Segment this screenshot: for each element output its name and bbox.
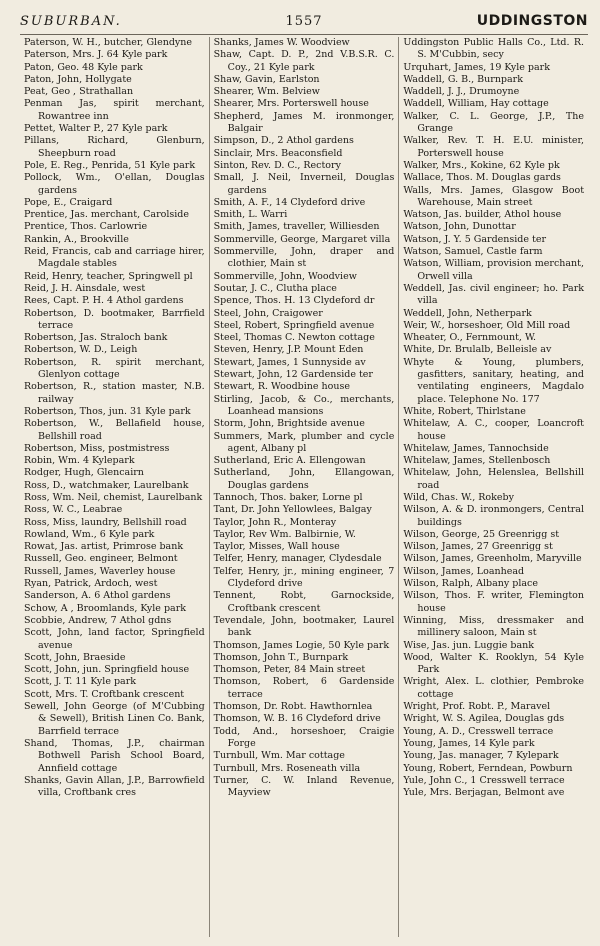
- directory-entry: Storm, John, Brightside avenue: [213, 418, 365, 430]
- directory-entry: Robin, Wm. 4 Kylepark: [24, 455, 135, 467]
- directory-entry: Smith, James, traveller, Williesden: [213, 221, 380, 233]
- directory-entry: Wise, Jas. jun. Luggie bank: [403, 639, 535, 651]
- directory-entry: Walker, Rev. T. H. E.U. minister, Porterswell house: [403, 135, 585, 159]
- directory-entry: White, Robert, Thirlstane: [403, 405, 526, 417]
- directory-entry: Thomson, Robert, 6 Gardenside terrace: [213, 676, 395, 700]
- directory-entry: Shand, Thomas, J.P., chairman Bothwell Parish School Board, Annfield cottage: [24, 737, 205, 774]
- directory-entry: Reid, Henry, teacher, Springwell pl: [24, 270, 193, 282]
- directory-entry: Wilson, James, 27 Greenrigg st: [403, 541, 553, 553]
- directory-entry: Sommerville, John, Woodview: [213, 270, 357, 282]
- directory-entry: Sutherland, John, Ellangowan, Douglas gardens: [213, 467, 395, 491]
- directory-entry: Turnbull, Wm. Mar cottage: [213, 750, 345, 762]
- directory-entry: Walls, Mrs. James, Glasgow Boot Warehouse, Main street: [403, 184, 585, 208]
- directory-entry: Steel, Thomas C. Newton cottage: [213, 332, 375, 344]
- directory-entry: Smith, A. F., 14 Clydeford drive: [213, 196, 366, 208]
- directory-entry: Rankin, A., Brookville: [24, 233, 129, 245]
- directory-entry: Waddell, G. B., Burnpark: [403, 73, 523, 85]
- directory-entry: Wilson, Thos. F. writer, Flemington house: [403, 590, 585, 614]
- column-2: [209, 37, 399, 937]
- directory-entry: Paterson, W. H., butcher, Glendyne: [24, 37, 193, 48]
- directory-entry: Scott, John, Braeside: [24, 651, 126, 663]
- directory-entry: Rees, Capt. P. H. 4 Athol gardens: [24, 295, 184, 307]
- directory-entry: Shaw, Gavin, Earlston: [213, 73, 320, 85]
- directory-entry: Penman Jas, spirit merchant, Rowantree inn: [24, 98, 205, 122]
- directory-entry: Steven, Henry, J.P. Mount Eden: [213, 344, 364, 356]
- directory-entry: Walker, C. L. George, J.P., The Grange: [403, 110, 585, 135]
- locality-title: UDDINGSTON: [476, 13, 588, 29]
- directory-entry: Watson, William, provision merchant, Orwell villa: [403, 258, 585, 282]
- directory-entry: Robertson, R., station master, N.B. railway: [24, 381, 205, 405]
- directory-entry: Shanks, Gavin Allan, J.P., Barrowfield villa, Croftbank cres: [24, 774, 205, 799]
- directory-entry: Telfer, Henry, jr., mining engineer, 7 Clydeford drive: [213, 565, 395, 590]
- directory-entry: Shaw, Capt. D. P., 2nd V.B.S.R. C. Coy., 21 Kyle park: [213, 49, 395, 73]
- directory-entry: Waddell, William, Hay cottage: [403, 98, 549, 110]
- directory-entry: Weddell, John, Netherpark: [403, 307, 532, 319]
- directory-entry: Scott, J. T. 11 Kyle park: [24, 676, 137, 688]
- directory-entry: Wilson, George, 25 Greenrigg st: [403, 528, 560, 540]
- directory-entry: Whyte & Young, plumbers, gasfitters, sanitary, heating, and ventilating engineers, Magdalo place. Telephone No. 177: [403, 356, 585, 405]
- directory-entry: Smith, L. Warri: [213, 209, 288, 221]
- directory-entry: Scobbie, Andrew, 7 Athol gdns: [24, 614, 172, 626]
- directory-entry: Watson, Jas. builder, Athol house: [403, 209, 562, 221]
- directory-entry: Robertson, D. bootmaker, Barrfield terrace: [24, 307, 205, 331]
- directory-entry: Waddell, J. J., Drumoyne: [403, 86, 520, 98]
- directory-entry: Pettet, Walter P., 27 Kyle park: [24, 123, 168, 135]
- directory-entry: Prentice, Jas. merchant, Carolside: [24, 209, 189, 221]
- directory-entry: Pope, E., Craigard: [24, 196, 113, 208]
- directory-entry: Rodger, Hugh, Glencairn: [24, 467, 144, 479]
- directory-entry: Whitelaw, A. C., cooper, Loancroft house: [403, 418, 585, 442]
- directory-entry: Spence, Thos. H. 13 Clydeford dr: [213, 295, 375, 307]
- directory-entry: Weir, W., horseshoer, Old Mill road: [403, 319, 571, 331]
- directory-entry: Thomson, John T., Burnpark: [213, 651, 349, 663]
- directory-entry: Russell, James, Waverley house: [24, 565, 176, 577]
- directory-entry: Wilson, James, Greenholm, Maryville: [403, 553, 582, 565]
- directory-entry: Robertson, R. spirit merchant, Glenlyon cottage: [24, 356, 205, 381]
- directory-entry: Stewart, John, 12 Gardenside ter: [213, 369, 373, 381]
- directory-entry: Sewell, John George (of M'Cubbing & Sewell), British Linen Co. Bank, Barrfield terrace: [24, 701, 205, 737]
- directory-entry: Taylor, John R., Monteray: [213, 516, 337, 528]
- directory-entry: Pillans, Richard, Glenburn, Sheepburn road: [24, 135, 205, 159]
- directory-entry: Watson, Samuel, Castle farm: [403, 246, 543, 258]
- directory-entry: Wright, Alex. L. clothier, Pembroke cottage: [403, 676, 585, 700]
- directory-entry: Scott, John, jun. Springfield house: [24, 664, 190, 676]
- directory-entry: Tant, Dr. John Yellowlees, Balgay: [213, 504, 372, 516]
- directory-entry: Sanderson, A. 6 Athol gardens: [24, 590, 171, 602]
- directory-entry: Sommerville, George, Margaret villa: [213, 233, 391, 245]
- directory-entry: Shearer, Mrs. Porterswell house: [213, 98, 369, 110]
- directory-entry: Robertson, W., Bellafield house, Bellshill road: [24, 418, 205, 442]
- directory-entry: Thomson, Peter, 84 Main street: [213, 664, 366, 676]
- directory-entry: Reid, J. H. Ainsdale, west: [24, 282, 146, 294]
- directory-entry: Wilson, A. & D. ironmongers, Central buildings: [403, 504, 585, 528]
- directory-entry: Sinton, Rev. D. C., Rectory: [213, 159, 341, 171]
- directory-entry: Robertson, Thos, jun. 31 Kyle park: [24, 405, 191, 417]
- directory-entry: Wright, W. S. Agilea, Douglas gds: [403, 713, 565, 725]
- directory-entry: Urquhart, James, 19 Kyle park: [403, 61, 550, 73]
- directory-entry: Paterson, Mrs. J. 64 Kyle park: [24, 49, 168, 61]
- directory-entry: Stirling, Jacob, & Co., merchants, Loanhead mansions: [213, 393, 395, 417]
- directory-entry: Wright, Prof. Robt. P., Maravel: [403, 701, 551, 713]
- directory-entry: White, Dr. Brulalb, Belleisle av: [403, 344, 552, 356]
- directory-entry: Ross, W. C., Leabrae: [24, 504, 123, 516]
- directory-entry: Rowat, Jas. artist, Primrose bank: [24, 541, 184, 553]
- directory-entry: Wood, Walter K. Rooklyn, 54 Kyle Park: [403, 651, 585, 676]
- page-header: [20, 10, 588, 35]
- directory-entry: Sutherland, Eric A. Ellengowan: [213, 455, 366, 467]
- directory-entry: Stewart, James, 1 Sunnyside av: [213, 356, 366, 368]
- directory-entry: Scott, John, land factor, Springfield avenue: [24, 627, 205, 651]
- directory-entry: Wheater, O., Fernmount, W.: [403, 332, 537, 344]
- directory-entry: Yule, John C., 1 Cresswell terrace: [403, 774, 565, 786]
- directory-entry: Young, Robert, Ferndean, Powburn: [403, 762, 573, 774]
- directory-entry: Soutar, J. C., Clutha place: [213, 282, 337, 294]
- directory-entry: Paton, John, Hollygate: [24, 73, 132, 85]
- directory-entry: Yule, Mrs. Berjagan, Belmont ave: [403, 787, 565, 799]
- directory-entry: Whitelaw, John, Helenslea, Bellshill road: [403, 467, 585, 491]
- directory-entry: Tevendale, John, bootmaker, Laurel bank: [213, 614, 395, 639]
- directory-entry: Thomson, Dr. Robt. Hawthornlea: [213, 701, 373, 713]
- directory-entry: Watson, John, Dunottar: [403, 221, 516, 233]
- directory-entry: Wilson, Ralph, Albany place: [403, 578, 538, 590]
- directory-entry: Young, James, 14 Kyle park: [403, 737, 535, 749]
- directory-entry: Whitelaw, James, Tannochside: [403, 442, 549, 454]
- directory-entry: Peat, Geo , Strathallan: [24, 86, 134, 98]
- directory-entry: Simpson, D., 2 Athol gardens: [213, 135, 354, 147]
- directory-entry: Wallace, Thos. M. Douglas gards: [403, 172, 561, 184]
- directory-entry: Robertson, Miss, postmistress: [24, 442, 170, 454]
- directory-entry: Tennent, Robt, Garnockside, Croftbank crescent: [213, 590, 395, 614]
- directory-entry: Steel, John, Craigower: [213, 307, 323, 319]
- directory-entry: Young, Jas. manager, 7 Kylepark: [403, 750, 559, 762]
- directory-entry: Robertson, Jas. Straloch bank: [24, 332, 168, 344]
- directory-entry: Russell, Geo. engineer, Belmont: [24, 553, 178, 565]
- directory-entry: Shepherd, James M. ironmonger, Balgair: [213, 110, 395, 135]
- directory-entry: Ross, D., watchmaker, Laurelbank: [24, 479, 189, 491]
- directory-entry: Summers, Mark, plumber and cycle agent, Albany pl: [213, 430, 395, 454]
- directory-entry: Watson, J. Y. 5 Gardenside ter: [403, 233, 547, 245]
- directory-entry: Whitelaw, James, Stellenbosch: [403, 455, 551, 467]
- directory-entry: Pole, E. Reg., Penrida, 51 Kyle park: [24, 159, 196, 171]
- directory-entry: Thomson, James Logie, 50 Kyle park: [213, 639, 390, 651]
- directory-entry: Steel, Robert, Springfield avenue: [213, 319, 375, 331]
- directory-entry: Pollock, Wm., O'ellan, Douglas gardens: [24, 172, 205, 196]
- directory-entry: Sommerville, John, draper and clothier, Main st: [213, 246, 395, 270]
- directory-entry: Turner, C. W. Inland Revenue, Mayview: [213, 774, 395, 799]
- directory-entry: Wilson, James, Loanhead: [403, 565, 525, 577]
- directory-entry: Small, J. Neil, Inverneil, Douglas gardens: [213, 172, 395, 196]
- directory-entry: Ryan, Patrick, Ardoch, west: [24, 578, 158, 590]
- directory-entry: Young, A. D., Cresswell terrace: [403, 725, 554, 737]
- directory-entry: Scott, Mrs. T. Croftbank crescent: [24, 688, 185, 700]
- directory-entry: Winning, Miss, dressmaker and millinery saloon, Main st: [403, 614, 585, 639]
- directory-entry: Prentice, Thos. Carlowrie: [24, 221, 148, 233]
- page-number: 1557: [285, 14, 323, 29]
- directory-entry: Rowland, Wm., 6 Kyle park: [24, 528, 155, 540]
- directory-entry: Tannoch, Thos. baker, Lorne pl: [213, 491, 363, 503]
- section-title: SUBURBAN.: [20, 14, 122, 29]
- directory-entry: Turnbull, Mrs. Roseneath villa: [213, 762, 361, 774]
- column-1: [20, 37, 209, 937]
- directory-entry: Uddingston Public Halls Co., Ltd. R. S. M'Cubbin, secy: [403, 37, 585, 61]
- directory-columns: [20, 37, 588, 937]
- directory-entry: Sinclair, Mrs. Beaconsfield: [213, 147, 343, 159]
- directory-entry: Shanks, James W. Woodview: [213, 37, 350, 48]
- directory-entry: Walker, Mrs., Kokine, 62 Kyle pk: [403, 159, 560, 171]
- directory-entry: Thomson, W. B. 16 Clydeford drive: [213, 713, 381, 725]
- directory-entry: Schow, A , Broomlands, Kyle park: [24, 602, 186, 614]
- directory-entry: Wild, Chas. W., Rokeby: [403, 491, 514, 503]
- directory-entry: Paton, Geo. 48 Kyle park: [24, 61, 143, 73]
- directory-entry: Ross, Miss, laundry, Bellshill road: [24, 516, 187, 528]
- directory-entry: Stewart, R. Woodbine house: [213, 381, 350, 393]
- column-3: [398, 37, 588, 937]
- directory-entry: Ross, Wm. Neil, chemist, Laurelbank: [24, 491, 203, 503]
- directory-entry: Shearer, Wm. Belview: [213, 86, 320, 98]
- directory-entry: Weddell, Jas. civil engineer; ho. Park villa: [403, 282, 585, 307]
- directory-entry: Taylor, Rev Wm. Balbirnie, W.: [213, 528, 356, 540]
- directory-entry: Reid, Francis, cab and carriage hirer, Magdale stables: [24, 246, 205, 270]
- directory-entry: Telfer, Henry, manager, Clydesdale: [213, 553, 382, 565]
- directory-entry: Todd, And., horseshoer, Craigie Forge: [213, 725, 395, 749]
- directory-entry: Taylor, Misses, Wall house: [213, 541, 340, 553]
- directory-entry: Robertson, W. D., Leigh: [24, 344, 138, 356]
